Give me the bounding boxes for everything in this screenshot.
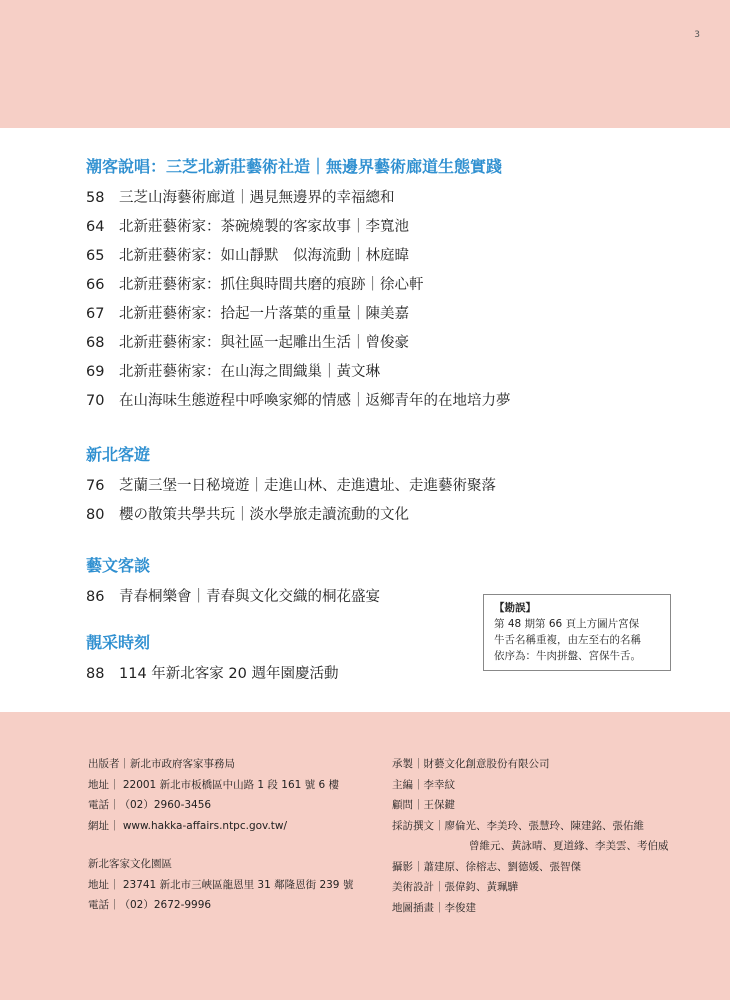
section-title[interactable]: 潮客說唱：三芝北新莊藝術社造｜無邊界藝術廊道生態實踐 [86,157,503,176]
park-phone: 電話｜（02）2672-9996 [88,899,212,911]
erratum-box [483,594,671,671]
entry-title: 櫻の散策共學共玩｜淡水學旅走讀流動的文化 [119,507,409,523]
entry-title: 北新莊藝術家：茶碗燒製的客家故事｜李寬池 [119,219,409,235]
section-title[interactable]: 藝文客談 [86,556,151,575]
entry-page: 86 [86,589,105,605]
entry-page: 88 [86,666,105,682]
spacer [88,836,353,854]
erratum-line: 第 48 期第 66 頁上方圖片宮保 [494,618,640,630]
publisher-info [88,754,353,916]
entry-page: 65 [86,248,105,264]
entry-page: 58 [86,190,105,206]
entry-page: 66 [86,277,105,293]
entry-page: 69 [86,364,105,380]
entry-title: 三芝山海藝術廊道｜遇見無邊界的幸福總和 [119,190,395,206]
entry-title: 北新莊藝術家：在山海之間織巢｜黃文琳 [119,364,380,380]
toc-entry[interactable] [86,242,686,271]
writers-continued: 曾維元、黃詠晴、夏道緣、李美雲、考伯威 [469,840,669,852]
editor: 主編｜李幸紋 [392,778,455,791]
page-number: 3 [694,30,700,40]
toc-entry[interactable] [86,300,686,329]
toc-entry[interactable] [86,329,686,358]
section-title[interactable]: 靚采時刻 [86,633,151,652]
map-illustration: 地圖插畫｜李俊建 [392,901,476,914]
publisher-website[interactable]: 網址｜ www.hakka-affairs.ntpc.gov.tw/ [88,819,288,832]
toc-entry[interactable] [86,184,686,213]
toc-entry[interactable] [86,472,686,501]
park-name: 新北客家文化園區 [88,858,172,870]
entry-page: 68 [86,335,105,351]
section-title[interactable]: 新北客遊 [86,445,151,464]
toc-entry[interactable] [86,271,686,300]
entry-title: 114 年新北客家 20 週年園慶活動 [119,666,339,682]
toc-entry[interactable] [86,213,686,242]
entry-page: 76 [86,478,105,494]
writers: 採訪撰文｜廖倫光、李美玲、張慧玲、陳建銘、張佑維 [392,819,644,832]
erratum-line: 依序為：牛肉拼盤、宮保牛舌。 [494,650,641,662]
entry-page: 80 [86,507,105,523]
entry-title: 北新莊藝術家：抓住與時間共磨的痕跡｜徐心軒 [119,277,424,293]
publisher-address: 地址｜ 22001 新北市板橋區中山路 1 段 161 號 6 樓 [88,778,340,791]
park-address: 地址｜ 23741 新北市三峽區龍恩里 31 鄰隆恩街 239 號 [88,878,354,891]
entry-page: 67 [86,306,105,322]
art-design: 美術設計｜張偉鈞、黃珮驊 [392,881,518,893]
producer: 承製｜財藝文化創意股份有限公司 [392,758,550,770]
entry-page: 64 [86,219,105,235]
toc-entry[interactable] [86,358,686,387]
entry-title: 芝蘭三堡一日秘境遊｜走進山林、走進遺址、走進藝術聚落 [119,478,496,494]
toc-section-newtaipei-travel [86,438,686,530]
entry-title: 青春桐樂會｜青春與文化交織的桐花盛宴 [119,589,380,605]
advisor: 顧問｜王保鍵 [392,799,455,811]
credits [392,754,669,918]
toc-section-chaoke [86,150,686,416]
entry-title: 北新莊藝術家：如山靜默 似海流動｜林庭暐 [119,248,409,264]
entry-title: 北新莊藝術家：與社區一起雕出生活｜曾俊豪 [119,335,409,351]
entry-title: 北新莊藝術家：拾起一片落葉的重量｜陳美嘉 [119,306,409,322]
erratum-title: 【勘誤】 [494,602,536,614]
entry-page: 70 [86,393,105,409]
toc-entry[interactable] [86,387,686,416]
toc-entry[interactable] [86,501,686,530]
publisher: 出版者｜新北市政府客家事務局 [88,758,235,770]
entry-title: 在山海味生態遊程中呼喚家鄉的情感｜返鄉青年的在地培力夢 [119,393,511,409]
publisher-phone: 電話｜（02）2960-3456 [88,799,212,811]
erratum-line: 牛舌名稱重複，由左至右的名稱 [494,634,641,646]
photography: 攝影｜蕭建原、徐榕志、劉德媛、張智傑 [392,860,581,873]
top-color-band [0,0,730,128]
